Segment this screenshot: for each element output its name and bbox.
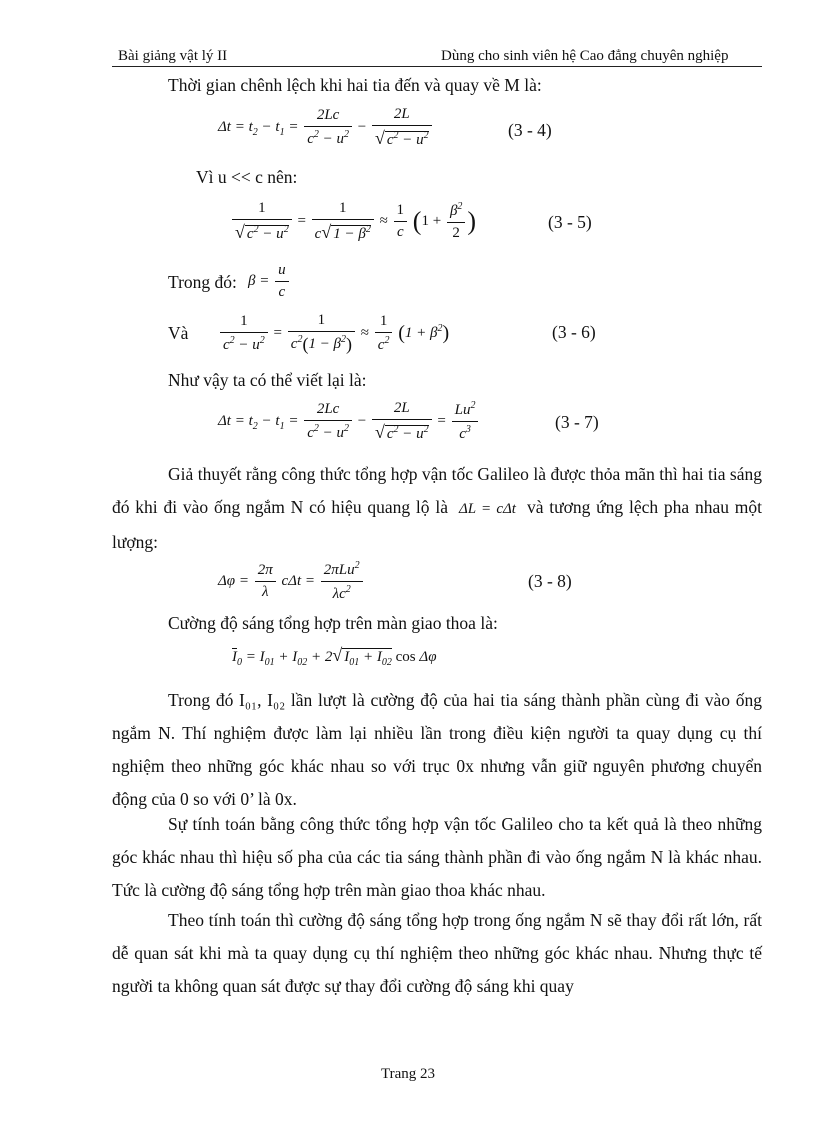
equation-number-3-5: (3 - 5) [548, 212, 592, 232]
equation-3-8: Δφ = $\frac{2\pi}{\lambda}$ cΔt = $\frac{2\pi Lu^2}{\lambda c^2}$ [218, 560, 365, 603]
paragraph-3: Sự tính toán bằng công thức tổng hợp vận tốc Galileo cho ta kết quả là theo những góc khác nhau thì hiệu số pha của các tia sáng thành phần đi vào ống ngắm N là khác nhau. Tức là cường độ sáng tổng hợp trên màn giao thoa khác nhau. [112, 814, 762, 900]
equation-3-6: $\frac{1}{c^2 - u^2}$ = $\frac{1}{c^2(1 - \beta^2)}$ ≈ $\frac{1}{c^2}$ $(1 + \beta^2)$ [218, 312, 449, 355]
paragraph-1-part-a: Giả thuyết rằng công thức tổng hợp vận tốc Galileo là được thỏa mãn thì hai tia sáng đó khi đi vào ống ngắm N có hiệu quang lộ là [112, 464, 762, 517]
equation-intensity: $\overline{I}_0 = I_{01} + I_{02} + 2√$ $I_{01} + I_{02}$ cos Δφ [232, 645, 437, 668]
page-footer: Trang 23 [380, 1066, 436, 1082]
equation-number-3-7: (3 - 7) [555, 412, 599, 432]
paragraph-2: Trong đó I₀₁, I₀₂ lần lượt là cường độ của hai tia sáng thành phần cùng đi vào ống ngắm N. Thí nghiệm được làm lại nhiều lần trong điều kiện người ta quay dụng cụ thí nghiệm theo những góc khác nhau so với trục 0x nhưng vẫn giữ nguyên phương chuyển động của 0 so với 0’ là 0x. [112, 690, 762, 809]
equation-3-4: $\Delta t = t_2 - t_1$ = $\frac{2Lc}{c^2 - u^2}$ − $\frac{2L}{√ c^2 - u^2}$ [218, 106, 434, 149]
equation-3-5: $\frac{1}{√ c^2 - u^2}$ = $\frac{1}{c√ 1 - \beta^2}$ ≈ $\frac{1}{c}$ (1 + $\frac{\beta^2}{2}$ ) [230, 200, 476, 243]
text-line-5: Như vậy ta có thể viết lại là: [168, 370, 367, 390]
equation-3-7: $\Delta t = t_2 - t_1$ = $\frac{2Lc}{c^2 - u^2}$ − $\frac{2L}{√ c^2 - u^2}$ = $\frac{Lu^2}{c^3}$ [218, 400, 480, 443]
header-right: Dùng cho sinh viên hệ Cao đẳng chuyên nghiệp [441, 48, 729, 64]
paragraph-1-part-b: và tương ứng lệch pha nhau một lượng: [112, 497, 763, 552]
text-line-3: Trong đó: [168, 272, 237, 292]
header-rule [112, 66, 762, 67]
text-line-2: Vì u << c nên: [196, 167, 298, 187]
header-left: Bài giảng vật lý II [118, 48, 228, 64]
text-line-4: Và [168, 323, 189, 343]
equation-number-3-4: (3 - 4) [508, 120, 552, 140]
text-line-6: Cường độ sáng tổng hợp trên màn giao thoa là: [168, 613, 498, 633]
inline-math-delta-l: ΔL = cΔt [453, 501, 522, 517]
equation-beta-def: β = $\frac{u}{c}$ [248, 262, 291, 301]
equation-number-3-8: (3 - 8) [528, 571, 572, 591]
text-line-1: Thời gian chênh lệch khi hai tia đến và quay về M là: [168, 75, 542, 95]
paragraph-4: Theo tính toán thì cường độ sáng tổng hợp trong ống ngắm N sẽ thay đổi rất lớn, rất dễ quan sát khi mà ta quay dụng cụ thí nghiệm theo những góc khác nhau. Nhưng thực tế người ta không quan sát được sự thay đổi cường độ sáng khi quay [112, 910, 762, 996]
paragraph-1 [112, 458, 762, 558]
equation-number-3-6: (3 - 6) [552, 322, 596, 342]
